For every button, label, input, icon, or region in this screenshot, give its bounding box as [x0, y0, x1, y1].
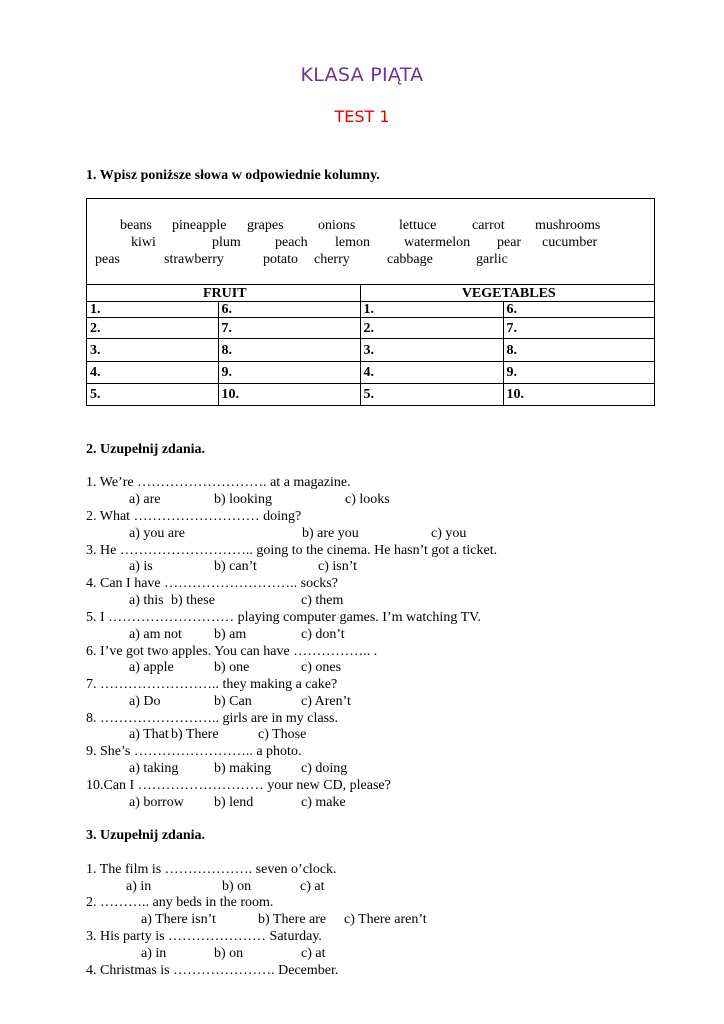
option: b) can’t [214, 559, 257, 574]
word: pear [497, 235, 522, 250]
cell-number: 2. [87, 318, 218, 339]
question: 1. The film is ………………. seven o’clock. [86, 862, 337, 877]
word: mushrooms [535, 218, 601, 233]
option: c) There aren’t [344, 912, 427, 927]
cell-number: 6. [218, 302, 360, 318]
option: b) on [214, 946, 244, 961]
option: a) There isn’t [141, 912, 216, 927]
table-row [87, 362, 654, 384]
option: b) making [214, 761, 272, 776]
word: peach [275, 235, 308, 250]
word: potato [263, 252, 298, 267]
section1-heading: 1. Wpisz poniższe słowa w odpowiednie kolumny. [86, 168, 380, 183]
option: b) these [171, 593, 215, 608]
question: 4. Can I have ……………………….. socks? [86, 576, 338, 591]
question: 2. What ……………………… doing? [86, 509, 302, 524]
option: a) is [129, 559, 153, 574]
cell-number: 2. [360, 318, 503, 339]
word: garlic [476, 252, 508, 267]
test-subtitle: TEST 1 [334, 107, 390, 126]
question: 6. I’ve got two apples. You can have …………….. . [86, 644, 378, 659]
option: c) Those [258, 727, 307, 742]
option: b) looking [214, 492, 272, 507]
word: grapes [247, 218, 284, 233]
table-row [87, 318, 654, 339]
question: 3. He ……………………….. going to the cinema. He hasn’t got a ticket. [86, 543, 498, 558]
word: cucumber [542, 235, 598, 250]
word: onions [318, 218, 356, 233]
word-sort-box [86, 198, 655, 406]
vegetables-header: VEGETABLES [360, 285, 654, 302]
cell-number: 1. [360, 302, 503, 318]
question: 10.Can I ……………………… your new CD, please? [86, 778, 391, 793]
word: watermelon [404, 235, 471, 250]
cell-number: 5. [87, 384, 218, 406]
question: 7. …………………….. they making a cake? [86, 677, 338, 692]
cell-number: 10. [503, 384, 654, 406]
option: a) borrow [129, 795, 184, 810]
word: strawberry [164, 252, 224, 267]
cell-number: 9. [218, 362, 360, 384]
question: 5. I ……………………… playing computer games. I’m watching TV. [86, 610, 481, 625]
option: c) isn’t [318, 559, 358, 574]
question: 8. …………………….. girls are in my class. [86, 711, 338, 726]
option: a) are [129, 492, 161, 507]
table-row [87, 384, 654, 406]
cell-number: 7. [503, 318, 654, 339]
option: c) doing [301, 761, 348, 776]
option: b) are you [302, 526, 359, 541]
cell-number: 1. [87, 302, 218, 318]
cell-number: 7. [218, 318, 360, 339]
word: cabbage [387, 252, 433, 267]
word: kiwi [131, 235, 156, 250]
word: cherry [314, 252, 350, 267]
section3-heading: 3. Uzupełnij zdania. [86, 828, 206, 843]
section2-heading: 2. Uzupełnij zdania. [86, 442, 206, 457]
option: a) Do [129, 694, 161, 709]
option: a) in [141, 946, 167, 961]
option: c) make [301, 795, 346, 810]
option: b) on [222, 879, 252, 894]
word: carrot [472, 218, 505, 233]
option: b) lend [214, 795, 254, 810]
option: c) you [431, 526, 467, 541]
option: b) one [214, 660, 250, 675]
option: b) am [214, 627, 247, 642]
option: a) in [126, 879, 152, 894]
word: lemon [335, 235, 370, 250]
option: b) There are [258, 912, 327, 927]
option: a) apple [129, 660, 174, 675]
option: c) at [301, 946, 326, 961]
option: c) them [301, 593, 344, 608]
cell-number: 5. [360, 384, 503, 406]
word: pineapple [172, 218, 227, 233]
word: lettuce [399, 218, 437, 233]
cell-number: 9. [503, 362, 654, 384]
option: a) That [129, 727, 169, 742]
table-row [87, 339, 654, 362]
cell-number: 3. [87, 339, 218, 362]
table-row [87, 302, 654, 318]
option: c) looks [345, 492, 390, 507]
question: 2. ……….. any beds in the room. [86, 895, 274, 910]
cell-number: 6. [503, 302, 654, 318]
option: a) you are [129, 526, 185, 541]
word: peas [95, 252, 120, 267]
option: a) taking [129, 761, 179, 776]
cell-number: 8. [218, 339, 360, 362]
fruit-header: FRUIT [87, 285, 360, 302]
page-title: KLASA PIĄTA [300, 64, 424, 86]
option: c) Aren’t [301, 694, 351, 709]
cell-number: 4. [87, 362, 218, 384]
option: a) am not [129, 627, 182, 642]
question: 1. We’re ………………………. at a magazine. [86, 475, 351, 490]
word: beans [120, 218, 152, 233]
cell-number: 10. [218, 384, 360, 406]
cell-number: 3. [360, 339, 503, 362]
option: c) at [300, 879, 325, 894]
option: c) don’t [301, 627, 345, 642]
cell-number: 4. [360, 362, 503, 384]
question: 4. Christmas is …………………. December. [86, 963, 339, 978]
question: 3. His party is ………………… Saturday. [86, 929, 322, 944]
question: 9. She’s …………………….. a photo. [86, 744, 302, 759]
option: b) There [171, 727, 219, 742]
cell-number: 8. [503, 339, 654, 362]
word: plum [212, 235, 241, 250]
fruit-vegetables-table [87, 284, 654, 406]
option: c) ones [301, 660, 342, 675]
option: a) this [129, 593, 164, 608]
option: b) Can [214, 694, 252, 709]
